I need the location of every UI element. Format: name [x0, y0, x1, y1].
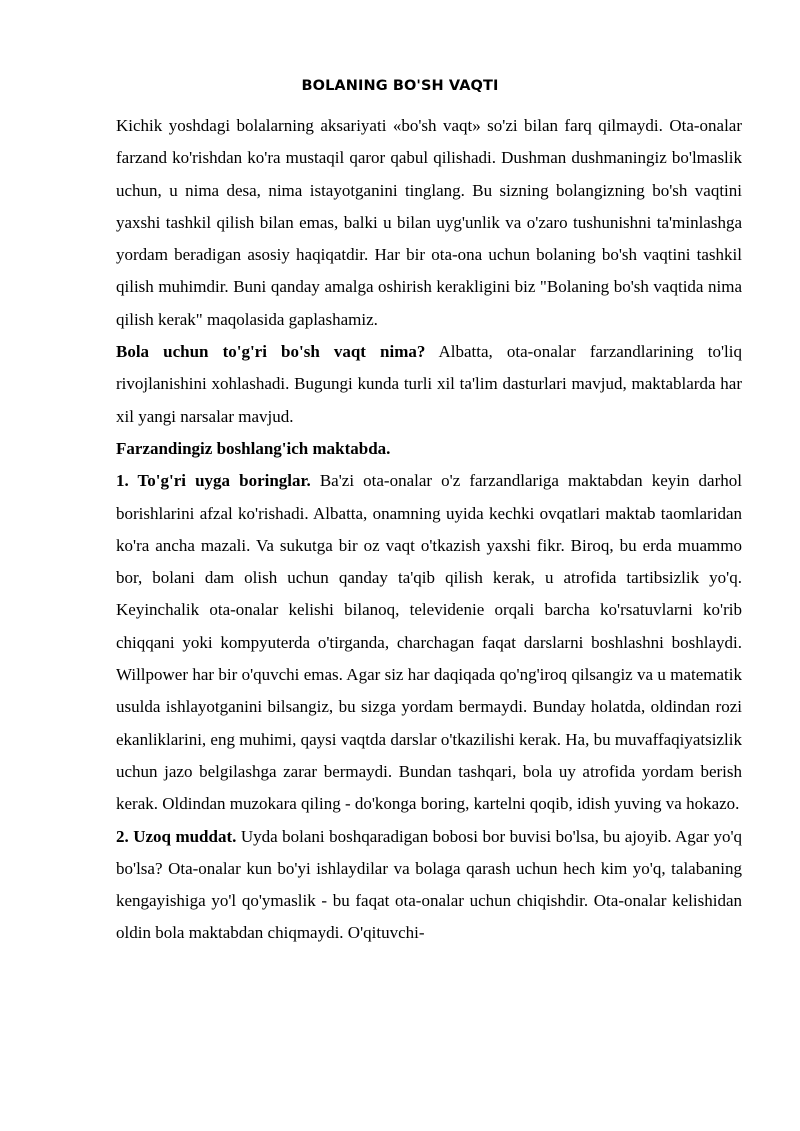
paragraph-primary-school	[116, 433, 742, 465]
document-title: BOLANING BO'SH VAQTI	[301, 78, 499, 94]
paragraph-heading: 2. Uzoq muddat.	[116, 826, 237, 846]
paragraph-text: Ba'zi ota-onalar o'z farzandlariga maktabdan keyin darhol borishlarini afzal ko'rishadi. Albatta, onamning uyida kechki ovqatlari maktab taomlaridan ko'ra ancha mazali. Va sukutga bir oz vaqt o'tkazish yaxshi fikr. Biroq, bu erda muammo bor, bolani dam olish uchun qanday ta'qib qilish kerak, u atrofida tartibsizlik yo'q. Keyinchalik ota-onalar kelishi bilanoq, televidenie orqali barcha ko'rsatuvlarni ko'rib chiqqani yoki kompyuterda o'tirganda, charchagan faqat darslarni boshlashni boshlaydi. Willpower har bir o'quvchi emas. Agar siz har daqiqada qo'ng'iroq qilsangiz va u matematik usulda ishlayotganini bilsangiz, bu sizga yordam bermaydi. Bunday holatda, oldindan rozi ekanliklarini, eng muhimi, qaysi vaqtda darslar o'tkazilishi kerak. Ha, bu muvaffaqiyatsizlik uchun jazo belgilashga zarar bermaydi. Bundan tashqari, bola uy atrofida yordam berish kerak. Oldindan muzokara qiling - do'konga boring, kartelni qoqib, idish yuving va hokazo.	[116, 471, 742, 814]
paragraph-text: Albatta, ota-onalar farzandlarining to'liq rivojlanishini xohlashadi. Bugungi kunda turli xil ta'lim dasturlari mavjud, maktablarda har xil yangi narsalar mavjud.	[116, 342, 742, 426]
paragraph-long-term	[116, 821, 742, 950]
paragraph-text: Uyda bolani boshqaradigan bobosi bor buvisi bo'lsa, bu ajoyib. Agar yo'q bo'lsa? Ota-onalar kun bo'yi ishlaydilar va bolaga qarash uchun hech kim yo'q, talabaning kengayishiga yo'l qo'ymaslik - bu faqat ota-onalar uchun chiqishdir. Ota-onalar kelishidan oldin bola maktabdan chiqmaydi. O'qituvchi-	[116, 826, 743, 943]
paragraph-heading: Bola uchun to'g'ri bo'sh vaqt nima?	[116, 342, 426, 362]
paragraph-intro	[116, 110, 742, 336]
section-heading: Farzandingiz boshlang'ich maktabda.	[116, 438, 391, 458]
paragraph-go-home	[116, 465, 742, 820]
document-body	[116, 110, 742, 950]
paragraph-heading: 1. To'g'ri uyga boringlar.	[116, 471, 311, 491]
paragraph-text: Kichik yoshdagi bolalarning aksariyati «bo'sh vaqt» so'zi bilan farq qilmaydi. Ota-onalar farzand ko'rishdan ko'ra mustaqil qaror qabul qilishadi. Dushman dushmaningiz bo'lmaslik uchun, u nima desa, nima istayotganini tinglang. Bu sizning bolangizning bo'sh vaqtini yaxshi tashkil qilish bilan emas, balki u bilan uyg'unlik va o'zaro tushunishni ta'minlashga yordam beradigan asosiy haqiqatdir. Har bir ota-ona uchun bolaning bo'sh vaqtini tashkil qilish muhimdir. Buni qanday amalga oshirish kerakligini biz "Bolaning bo'sh vaqtida nima qilish kerak" maqolasida gaplashamiz.	[116, 116, 742, 329]
paragraph-free-time	[116, 336, 742, 433]
